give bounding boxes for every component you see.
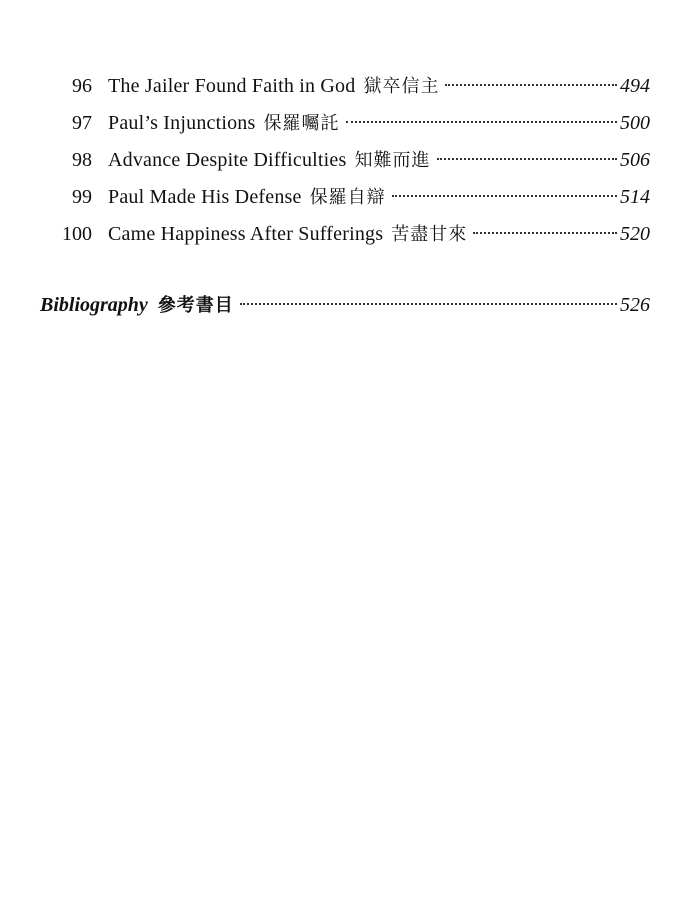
chapter-number: 96	[72, 75, 92, 97]
page-number: 514	[620, 186, 650, 208]
chapter-title-chinese: 保羅囑託	[263, 113, 340, 134]
chapter-title-chinese: 保羅自辯	[309, 187, 386, 208]
toc-entry-98	[0, 142, 700, 179]
dot-leader	[392, 195, 617, 197]
chapter-number: 97	[72, 112, 92, 134]
toc-entry-bibliography	[40, 287, 650, 324]
toc-entry-body	[108, 179, 650, 216]
chapter-title: The Jailer Found Faith in God	[108, 75, 356, 97]
chapter-number: 99	[72, 186, 92, 208]
toc-entry-body	[108, 142, 650, 179]
chapter-title: Paul Made His Defense	[108, 186, 302, 208]
dot-leader	[240, 303, 617, 305]
chapter-title: Paul’s Injunctions	[108, 112, 256, 134]
chapter-title-chinese: 獄卒信主	[363, 76, 440, 97]
bibliography-title: Bibliography	[40, 294, 148, 316]
toc-entry-body	[108, 105, 650, 142]
page-number: 526	[620, 294, 650, 316]
chapter-title: Advance Despite Difficulties	[108, 149, 347, 171]
toc-entry-100	[0, 216, 700, 253]
toc-entry-96	[0, 68, 700, 105]
chapter-number: 98	[72, 149, 92, 171]
page-number: 500	[620, 112, 650, 134]
chapter-title: Came Happiness After Sufferings	[108, 223, 384, 245]
page-number: 506	[620, 149, 650, 171]
table-of-contents	[0, 68, 700, 253]
chapter-title-chinese: 苦盡甘來	[391, 224, 468, 245]
dot-leader	[473, 232, 617, 234]
toc-entry-97	[0, 105, 700, 142]
dot-leader	[445, 84, 617, 86]
toc-entry-99	[0, 179, 700, 216]
toc-entry-body	[108, 68, 650, 105]
page-number: 520	[620, 223, 650, 245]
dot-leader	[437, 158, 618, 160]
bibliography-title-chinese: 參考書目	[157, 295, 234, 316]
dot-leader	[346, 121, 618, 123]
toc-entry-body	[108, 216, 650, 253]
chapter-title-chinese: 知難而進	[354, 150, 431, 171]
chapter-number: 100	[62, 223, 92, 245]
page-number: 494	[620, 75, 650, 97]
